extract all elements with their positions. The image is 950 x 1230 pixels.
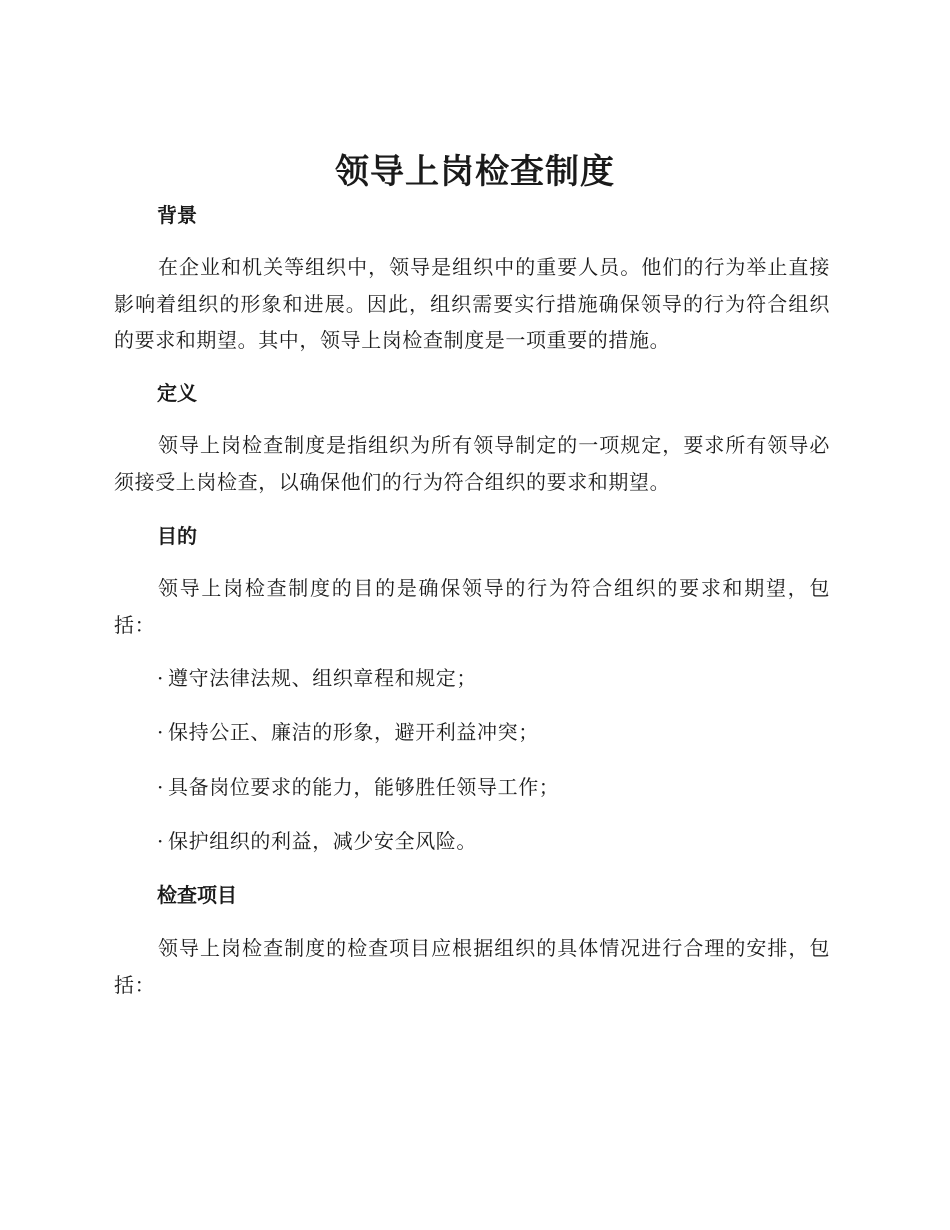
list-item-text: 遵守法律法规、组织章程和规定； [168, 666, 477, 690]
purpose-list-item [157, 773, 837, 801]
paragraph-purpose: 领导上岗检查制度的目的是确保领导的行为符合组织的要求和期望，包括： [114, 576, 830, 637]
purpose-list-item [157, 827, 837, 855]
paragraph-inspection-items: 领导上岗检查制度的检查项目应根据组织的具体情况进行合理的安排，包括： [114, 936, 830, 997]
paragraph-definition: 领导上岗检查制度是指组织为所有领导制定的一项规定，要求所有领导必须接受上岗检查，以确保他们的行为符合组织的要求和期望。 [114, 433, 830, 494]
bullet-marker: · [157, 720, 164, 744]
list-item-text: 保护组织的利益，减少安全风险。 [168, 829, 477, 853]
paragraph-background: 在企业和机关等组织中，领导是组织中的重要人员。他们的行为举止直接影响着组织的形象和进展。因此，组织需要实行措施确保领导的行为符合组织的要求和期望。其中，领导上岗检查制度是一项重要的措施。 [114, 255, 830, 352]
purpose-list-item [157, 664, 837, 692]
bullet-marker: · [157, 666, 164, 690]
list-item-text: 保持公正、廉洁的形象，避开利益冲突； [168, 720, 539, 744]
list-item-text: 具备岗位要求的能力，能够胜任领导工作； [168, 775, 560, 799]
bullet-marker: · [157, 775, 164, 799]
section-heading-background: 背景 [157, 203, 197, 227]
section-heading-definition: 定义 [157, 381, 197, 405]
bullet-marker: · [157, 829, 164, 853]
document-title: 领导上岗检查制度 [335, 152, 615, 192]
section-heading-inspection-items: 检查项目 [157, 883, 237, 907]
purpose-list-item [157, 718, 837, 746]
section-heading-purpose: 目的 [157, 524, 197, 548]
